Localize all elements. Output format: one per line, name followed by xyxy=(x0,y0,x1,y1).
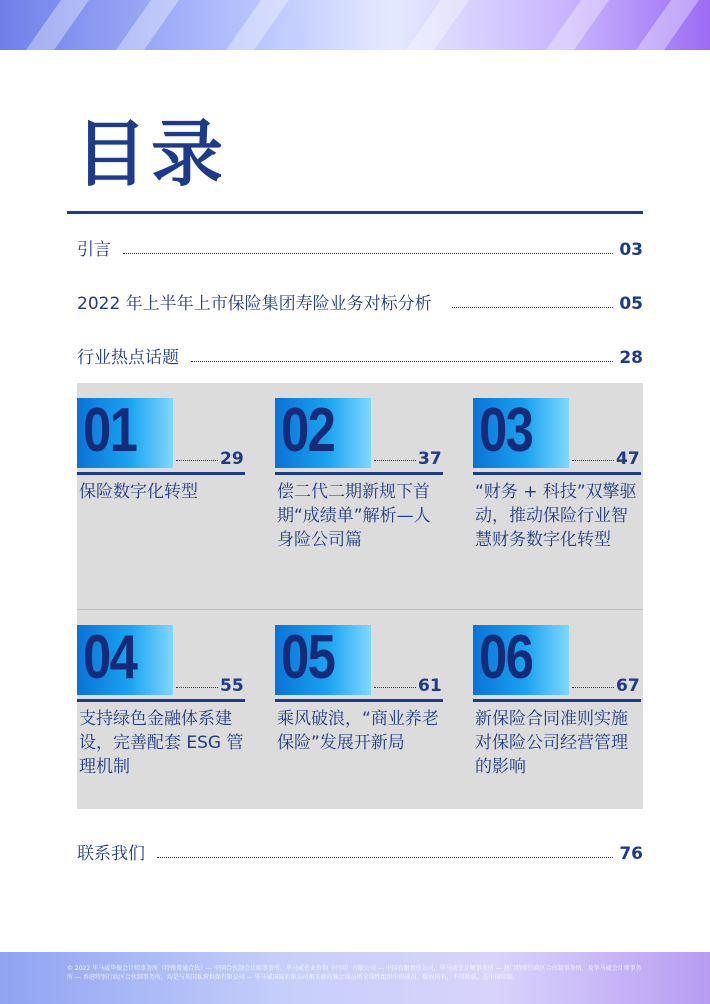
topic-number-box xyxy=(275,398,371,468)
topic-number: 04 xyxy=(83,623,137,692)
topic-title: 支持绿色金融体系建设，完善配套 ESG 管理机制 xyxy=(79,709,244,777)
topic-number-box xyxy=(473,625,569,695)
toc-entry-label: 2022 年上半年上市保险集团寿险业务对标分析 xyxy=(77,294,432,314)
topic-divider xyxy=(77,699,245,702)
topic-divider xyxy=(77,472,245,475)
topic-number-box xyxy=(473,398,569,468)
toc-entry-page: 03 xyxy=(619,240,643,260)
header-banner xyxy=(0,0,710,50)
toc-leader-dots xyxy=(374,459,416,461)
toc-entry-contact[interactable] xyxy=(77,834,643,864)
toc-entry-benchmark[interactable] xyxy=(77,284,643,314)
grid-divider xyxy=(77,609,643,610)
toc-entry-label: 联系我们 xyxy=(77,844,145,864)
topic-page: 55 xyxy=(220,676,244,696)
topic-title: 乘风破浪，“商业养老保险”发展开新局 xyxy=(277,709,439,753)
topic-number: 06 xyxy=(479,623,533,692)
toc-leader-dots xyxy=(157,856,613,858)
copyright-text: © 2022 毕马威华振会计师事务所（特殊普通合伙）— 中国合伙制会计师事务所，毕马威企业咨询（中国）有限公司 — 中国有限责任公司，毕马威会计师事务所 — 澳门特别行政区合伙制事务所，及毕马威会计师事务所 — 香港特别行政区合伙制事务所，均是与英国私营担保有限公司 — 毕马威国际有限公司相关联的独立成员所全球性组织中的成员。版权所有，不得转载。在中国印制。 xyxy=(67,965,642,981)
topic-title: 偿二代二期新规下首期“成绩单”解析—人身险公司篇 xyxy=(277,482,431,550)
toc-leader-dots xyxy=(572,459,614,461)
toc-entry-label: 引言 xyxy=(77,240,111,260)
footer-banner xyxy=(0,952,710,1004)
topic-page: 67 xyxy=(616,676,640,696)
topic-page: 61 xyxy=(418,676,442,696)
title-divider xyxy=(67,211,643,214)
topic-number: 03 xyxy=(479,396,533,465)
toc-leader-dots xyxy=(176,686,218,688)
topic-divider xyxy=(473,699,641,702)
topic-title: “财务 + 科技”双擎驱动，推动保险行业智慧财务数字化转型 xyxy=(475,482,637,550)
topic-title: 保险数字化转型 xyxy=(79,482,198,502)
toc-entry-page: 28 xyxy=(619,348,643,368)
toc-leader-dots xyxy=(374,686,416,688)
page-title: 目录 xyxy=(75,112,228,196)
topic-divider xyxy=(275,472,443,475)
topic-number: 01 xyxy=(83,396,137,465)
toc-leader-dots xyxy=(452,306,614,308)
toc-entry-intro[interactable] xyxy=(77,230,643,260)
toc-entry-page: 05 xyxy=(619,294,643,314)
topic-number: 02 xyxy=(281,396,335,465)
toc-leader-dots xyxy=(572,686,614,688)
topic-number: 05 xyxy=(281,623,335,692)
topic-number-box xyxy=(77,625,173,695)
topic-page: 29 xyxy=(220,449,244,469)
topic-page: 47 xyxy=(616,449,640,469)
topic-page: 37 xyxy=(418,449,442,469)
topics-grid xyxy=(77,383,643,809)
topic-number-box xyxy=(77,398,173,468)
toc-entry-label: 行业热点话题 xyxy=(77,348,179,368)
toc-leader-dots xyxy=(176,459,218,461)
toc-leader-dots xyxy=(123,252,613,254)
toc-entry-hot-topics[interactable] xyxy=(77,338,643,368)
toc-leader-dots xyxy=(191,360,613,362)
topic-divider xyxy=(473,472,641,475)
topic-divider xyxy=(275,699,443,702)
topic-title: 新保险合同准则实施对保险公司经营管理的影响 xyxy=(475,709,628,777)
toc-entry-page: 76 xyxy=(619,844,643,864)
topic-number-box xyxy=(275,625,371,695)
